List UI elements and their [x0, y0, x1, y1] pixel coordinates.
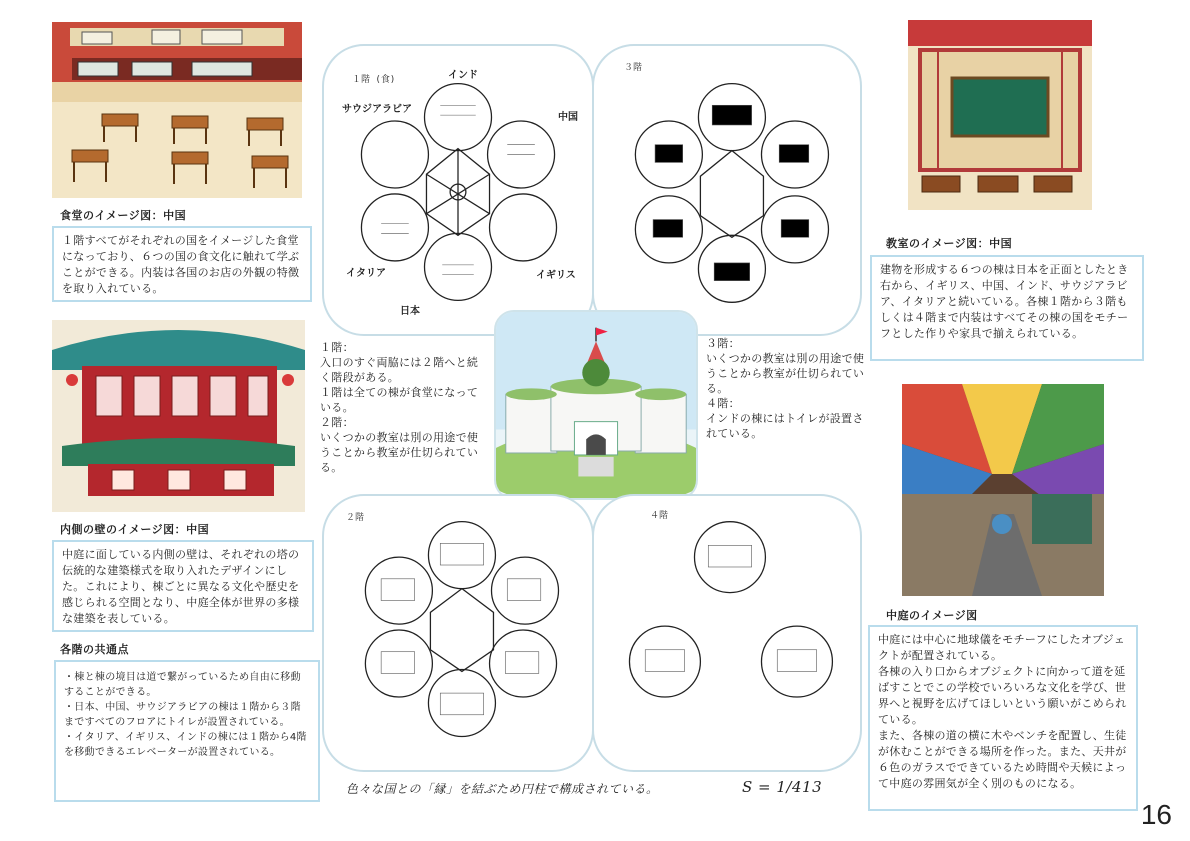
label-uk: イギリス [536, 270, 576, 281]
inner-wall-caption: 内側の壁のイメージ図：中国 [60, 523, 210, 536]
floor3-label: ３階 [624, 63, 643, 73]
inner-wall-illustration [52, 320, 305, 512]
courtyard-caption: 中庭のイメージ図 [886, 609, 978, 622]
scale-note: S = 1/413 [742, 778, 823, 796]
courtyard-description: 中庭には中心に地球儀をモチーフにしたオブジェクトが配置されている。 各棟の入り口からオブジェクトに向かって道を延ばすことでこの学校でいろいろな文化を学び、世界へと視野を広げてほしいという願いがこめられている。 また、各棟の道の横に木やベンチを配置し、生徒が休むことができる場所を作った。また、天井が６色のガラスでできているため時間や天候によって中庭の雰囲気が全く別のものになる。 [868, 625, 1138, 811]
common-heading: 各階の共通点 [60, 643, 129, 656]
bottom-note: 色々な国との「縁」を結ぶため円柱で構成されている。 [346, 782, 659, 796]
label-italy: イタリア [346, 268, 386, 279]
dining-illustration [52, 22, 302, 198]
floor2-plan [322, 494, 594, 772]
building-illustration [494, 310, 698, 500]
label-india: インド [448, 70, 478, 81]
label-saudi: サウジアラビア [342, 104, 412, 115]
floor1-label: １階 (食) [352, 75, 396, 85]
floor4-label: ４階 [650, 511, 669, 521]
classroom-caption: 教室のイメージ図：中国 [886, 237, 1013, 250]
courtyard-illustration [902, 384, 1104, 596]
dining-description: １階すべてがそれぞれの国をイメージした食堂になっており、６つの国の食文化に触れて学ぶことができる。内装は各国のお店の外観の特徴を取り入れている。 [52, 226, 312, 302]
floor-notes-3-4: ３階： いくつかの教室は別の用途で使うことから教室が仕切られている。 ４階： インドの棟にはトイレが設置されている。 [706, 337, 865, 440]
floor2-label: ２階 [346, 513, 365, 523]
inner-wall-description: 中庭に面している内側の壁は、それぞれの塔の伝統的な建築様式を取り入れたデザインにした。これにより、棟ごとに異なる文化や歴史を感じられる空間となり、中庭全体が世界の多様な建築を表している。 [52, 540, 314, 632]
floor3-plan [592, 44, 862, 336]
page-number: 16 [1140, 799, 1172, 830]
floor-notes-1-2: １階： 入口のすぐ両脇には２階へと続く階段がある。 １階は全ての棟が食堂になっている。 ２階： いくつかの教室は別の用途で使うことから教室が仕切られている。 [320, 341, 479, 474]
common-description: ・棟と棟の境目は道で繋がっているため自由に移動することができる。 ・日本、中国、サウジアラビアの棟は１階から３階まですべてのフロアにトイレが設置されている。 ・イタリア、イギリス、インドの棟には１階から4階を移動できるエレベーターが設置されている。 [54, 660, 320, 802]
classroom-description: 建物を形成する６つの棟は日本を正面としたとき右から、イギリス、中国、インド、サウジアラビア、イタリアと続いている。各棟１階から３階もしくは４階まで内装はすべてその棟の国をモチーフとした作りや家具で揃えられている。 [870, 255, 1144, 361]
dining-caption: 食堂のイメージ図：中国 [60, 209, 187, 222]
floor4-plan [592, 494, 862, 772]
classroom-illustration [908, 20, 1092, 210]
label-japan: 日本 [400, 306, 420, 317]
floor1-plan [322, 44, 594, 336]
label-china: 中国 [558, 112, 578, 123]
